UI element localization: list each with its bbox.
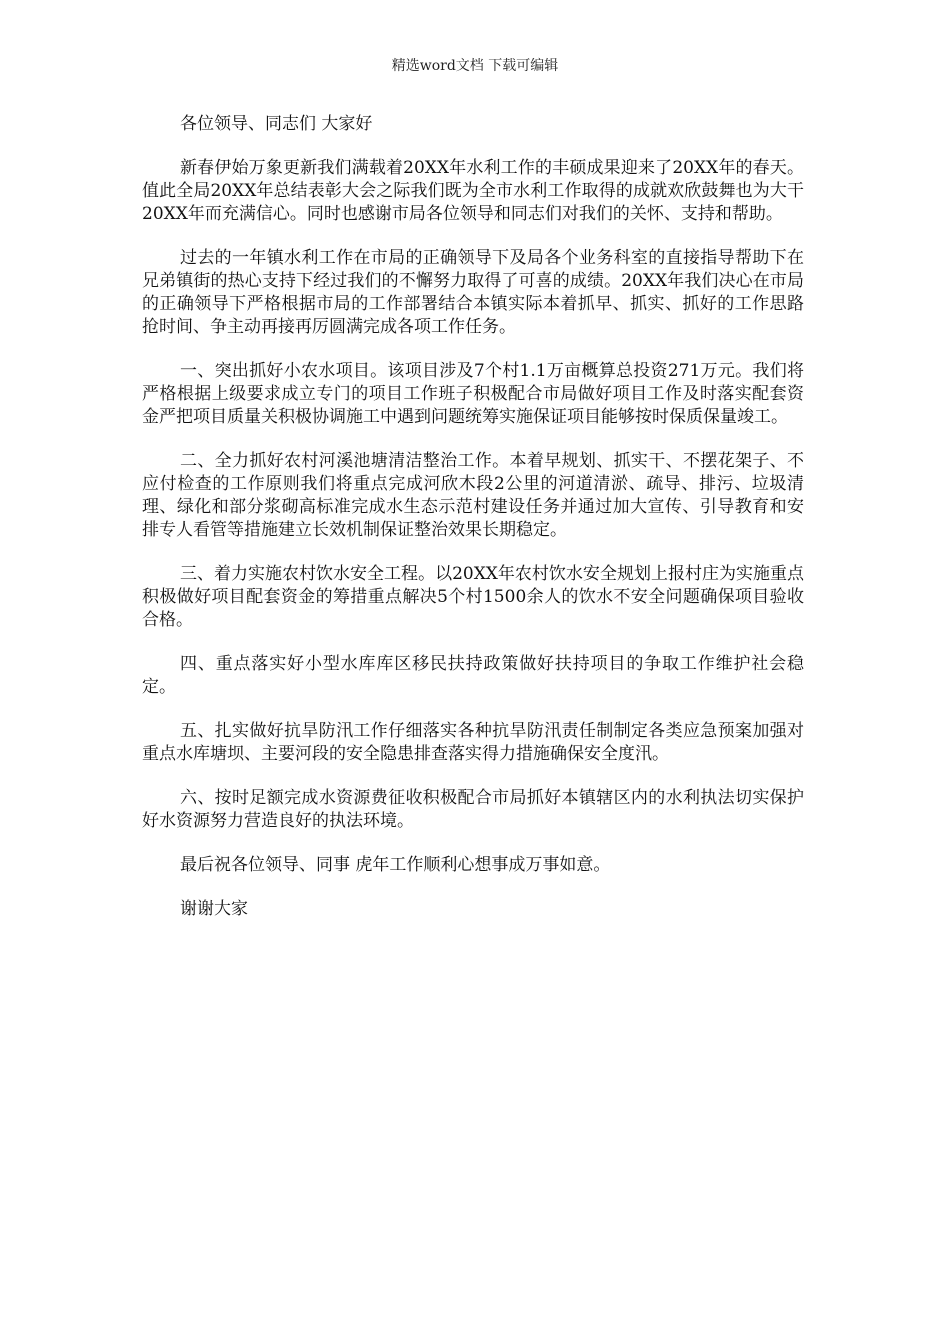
task-four-paragraph: 四、重点落实好小型水库库区移民扶持政策做好扶持项目的争取工作维护社会稳定。 (142, 654, 804, 697)
task-five-paragraph: 五、扎实做好抗旱防汛工作仔细落实各种抗旱防汛责任制制定各类应急预案加强对重点水库塘坝、主要河段的安全隐患排查落实得力措施确保安全度汛。 (142, 721, 804, 764)
page-header: 精选word文档 下载可编辑 (391, 58, 559, 74)
task-six-paragraph: 六、按时足额完成水资源费征收积极配合市局抓好本镇辖区内的水利执法切实保护好水资源努力营造良好的执法环境。 (142, 788, 804, 831)
closing-wishes-paragraph: 最后祝各位领导、同事 虎年工作顺利心想事成万事如意。 (180, 855, 611, 875)
task-two-paragraph: 二、全力抓好农村河溪池塘清洁整治工作。本着早规划、抓实干、不摆花架子、不应付检查的工作原则我们将重点完成河欣木段2公里的河道清淤、疏导、排污、垃圾清理、绿化和部分浆砌高标准完成水生态示范村建设任务并通过加大宣传、引导教育和安排专人看管等措施建立长效机制保证整治效果长期稳定。 (142, 451, 804, 540)
task-one-paragraph: 一、突出抓好小农水项目。该项目涉及7个村1.1万亩概算总投资271万元。我们将严格根据上级要求成立专门的项目工作班子积极配合市局做好项目工作及时落实配套资金严把项目质量关积极协调施工中遇到问题统筹实施保证项目能够按时保质保量竣工。 (142, 361, 804, 427)
opening-paragraph: 新春伊始万象更新我们满载着20XX年水利工作的丰硕成果迎来了20XX年的春天。值此全局20XX年总结表彰大会之际我们既为全市水利工作取得的成就欢欣鼓舞也为大干20XX年而充满信心。同时也感谢市局各位领导和同志们对我们的关怀、支持和帮助。 (142, 158, 804, 224)
task-three-paragraph: 三、着力实施农村饮水安全工程。以20XX年农村饮水安全规划上报村庄为实施重点积极做好项目配套资金的筹措重点解决5个村1500余人的饮水不安全问题确保项目验收合格。 (142, 564, 804, 630)
greeting-paragraph: 各位领导、同志们 大家好 (180, 114, 373, 134)
thanks-paragraph: 谢谢大家 (180, 899, 248, 919)
document-body (142, 113, 804, 942)
review-paragraph: 过去的一年镇水利工作在市局的正确领导下及局各个业务科室的直接指导帮助下在兄弟镇街的热心支持下经过我们的不懈努力取得了可喜的成绩。20XX年我们决心在市局的正确领导下严格根据市局的工作部署结合本镇实际本着抓早、抓实、抓好的工作思路抢时间、争主动再接再厉圆满完成各项工作任务。 (142, 248, 804, 337)
